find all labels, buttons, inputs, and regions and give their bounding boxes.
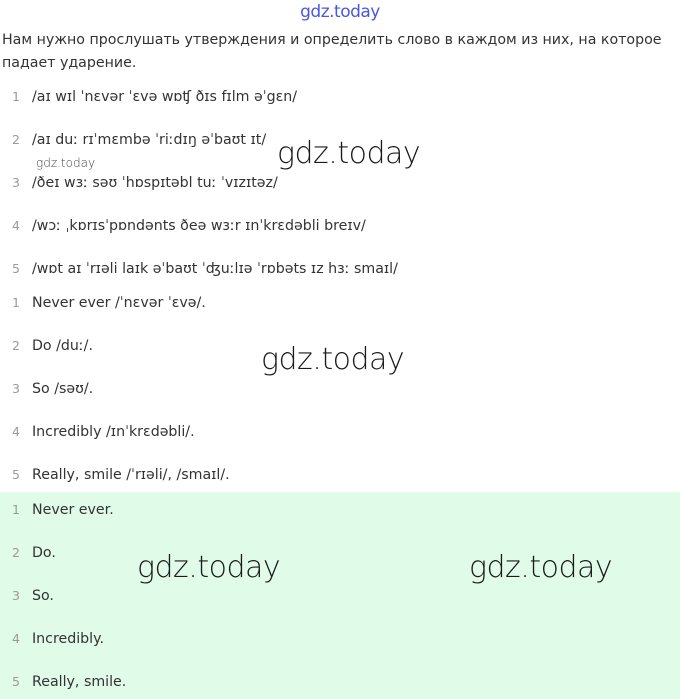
item-text: /wɒt aɪ ˈrɪəli laɪk əˈbaʊt ˈʤuːlɪə ˈrɒbəts ɪz hɜː smaɪl/ (32, 261, 398, 277)
item-text: /aɪ wɪl ˈnɛvər ˈɛvə wɒʧ ðɪs fɪlm əˈgɛn/ (32, 89, 298, 105)
item-number: 2 (12, 545, 20, 560)
list-item (0, 584, 680, 608)
item-text: Incredibly /ɪnˈkrɛdəbli/. (32, 424, 195, 440)
item-number: 1 (12, 502, 20, 517)
list-item (0, 85, 680, 109)
item-text: Never ever. (32, 502, 114, 518)
list-item (0, 171, 680, 195)
watermark: gdz.today (36, 156, 96, 170)
item-number: 2 (12, 338, 20, 353)
item-text: So /səʊ/. (32, 381, 94, 397)
watermark: gdz.today (277, 136, 421, 171)
item-number: 4 (12, 218, 20, 233)
list-item (0, 627, 680, 651)
list-item (0, 257, 680, 281)
item-number: 4 (12, 424, 20, 439)
item-number: 3 (12, 588, 20, 603)
item-number: 5 (12, 467, 20, 482)
item-text: Incredibly. (32, 631, 105, 647)
watermark: gdz.today (261, 342, 405, 377)
item-text: Do /duː/. (32, 338, 93, 354)
item-text: /ðeɪ wɜː səʊ ˈhɒspɪtəbl tuː ˈvɪzɪtəz/ (32, 175, 278, 191)
item-number: 5 (12, 261, 20, 276)
list-item (0, 498, 680, 522)
item-number: 2 (12, 132, 20, 147)
item-text: So. (32, 588, 54, 604)
item-text: Do. (32, 545, 56, 561)
item-number: 1 (12, 89, 20, 104)
item-text: /aɪ duː rɪˈmɛmbə ˈriːdɪŋ əˈbaʊt ɪt/ (32, 132, 267, 148)
list-item (0, 291, 680, 315)
item-number: 1 (12, 295, 20, 310)
list-item (0, 670, 680, 694)
item-text: Really, smile. (32, 674, 127, 690)
item-number: 3 (12, 175, 20, 190)
watermark: gdz.today (469, 550, 613, 585)
list-item (0, 463, 680, 487)
item-number: 3 (12, 381, 20, 396)
watermark: gdz.today (137, 550, 281, 585)
list-item (0, 377, 680, 401)
item-text: /wɔː ˌkɒrɪsˈpɒndənts ðeə wɜːr ɪnˈkrɛdəbli breɪv/ (32, 218, 366, 234)
item-text: Really, smile /ˈrɪəli/, /smaɪl/. (32, 467, 230, 483)
item-number: 5 (12, 674, 20, 689)
intro-text: Нам нужно прослушать утверждения и определить слово в каждом из них, на которое падает ударение. (2, 32, 662, 71)
item-text: Never ever /ˈnɛvər ˈɛvə/. (32, 295, 206, 311)
site-logo[interactable]: gdz.today (300, 2, 380, 22)
list-item (0, 420, 680, 444)
list-item (0, 214, 680, 238)
item-number: 4 (12, 631, 20, 646)
